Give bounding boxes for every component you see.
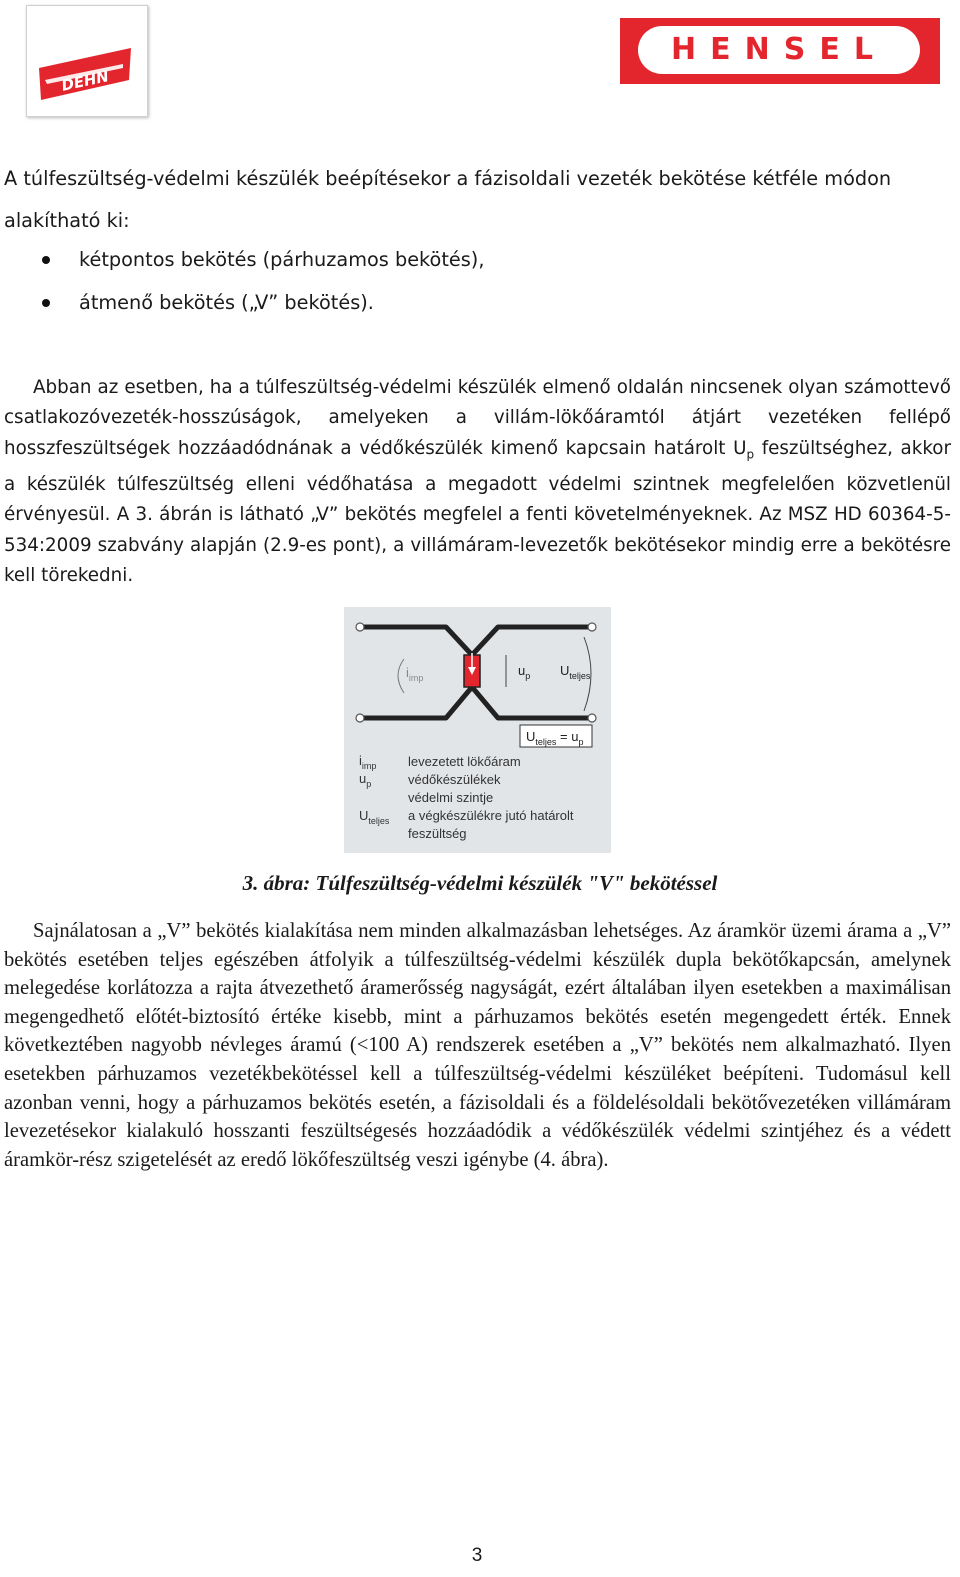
wire-top-left [362, 627, 472, 655]
legend-key-up: $u_p$ [359, 771, 372, 789]
terminal-icon [356, 623, 364, 631]
subscript: p [746, 447, 755, 462]
connection-types-list [0, 238, 950, 324]
up-label: $u_p$ [518, 663, 531, 681]
legend-key-uteljes: $U_{teljes}$ [359, 808, 390, 826]
list-item-text: átmenő bekötés („V” bekötés). [79, 291, 374, 314]
legend-up-desc-2: védelmi szintje [408, 790, 494, 805]
terminal-icon [588, 714, 596, 722]
equation-text: $U_{teljes} = u_p$ [526, 729, 584, 747]
legend-uteljes-desc-2: feszültség [408, 826, 467, 841]
dehn-logo-text: DEHN [59, 67, 111, 95]
paragraph-text: Abban az esetben, ha a túlfeszültség-védelmi készülék elmenő oldalán nincsenek olyan számottevő csatlakozóvezeték-hosszúságok, amelyeken a villám-lökőáramtól átjárt vezetéken fellépő hosszfeszültségek hozzáadódnának a védőkészülék kimenő kapcsain határolt U [4, 377, 951, 459]
legend-up-desc-1: védőkészülékek [408, 772, 501, 787]
bullet-icon [42, 256, 50, 264]
legend-key-iimp: $i_{imp}$ [359, 753, 377, 771]
wire-bottom-left [362, 687, 472, 718]
iimp-arrow-icon [398, 659, 404, 693]
terminal-icon [356, 714, 364, 722]
v-connection-paragraph [4, 373, 951, 592]
uteljes-label: $U_{teljes}$ [560, 663, 591, 681]
list-item [0, 281, 950, 324]
legend-iimp-desc: levezetett lökőáram [408, 754, 521, 769]
diagram-svg [344, 607, 611, 853]
list-item [0, 238, 950, 281]
dehn-logo [26, 5, 148, 117]
terminal-icon [588, 623, 596, 631]
iimp-label: $i_{imp}$ [406, 665, 424, 683]
dehn-logo-mark [27, 6, 147, 116]
intro-paragraph: A túlfeszültség-védelmi készülék beépítésekor a fázisoldali vezeték bekötése kétféle módon alakítható ki: [4, 167, 892, 232]
parallel-connection-paragraph: Sajnálatosan a „V” bekötés kialakítása nem minden alkalmazásban lehetséges. Az áramkör üzemi árama a „V” bekötés esetében teljes egészében átfolyik a túlfeszültség-védelmi készülék dupla bekötőkapcsán, amelynek melegedése korlátozza a rajta átvezethető áramerősség nagyságát, ezért általában ilyen esetekben a maximálisan megengedhető előtét-biztosító értéke kisebb, mint a párhuzamos bekötés esetén megengedett érték. Ennek következtében nagyobb névleges áramú (<100 A) rendszerek esetében a „V” bekötés nem alkalmazható. Ilyen esetekben párhuzamos vezetékbekötéssel kell a túlfeszültség-védelmi készüléket beépíteni. Tudomásul kell azonban venni, hogy a párhuzamos bekötés esetén, a fázisoldali és a földelésoldali bekötővezetéken villámáram levezetésekor kialakuló hosszanti feszültségesés hozzáadódik a védőkészülék védelmi szintjéhez és a védett áramkör-rész szigetelését az eredő lökőfeszültség veszi igénybe (4. ábra). [4, 920, 951, 1171]
hensel-logo-inner [638, 26, 920, 74]
paragraph-text: feszültséghez, akkor a készülék túlfeszültség elleni védőhatása a megadott védelmi szintnek megfelelően közvetlenül érvényesül. A 3. ábrán is látható „V” bekötés megfelel a fenti követelményeknek. Az MSZ HD 60364-5-534:2009 szabvány alapján (2.9-es pont), a villámáram-levezetők bekötésekor mindig erre a bekötésre kell törekedni. [4, 437, 951, 587]
diagram-legend [359, 753, 574, 841]
legend-uteljes-desc-1: a végkészülékre jutó határolt [408, 808, 574, 823]
page-number: 3 [471, 1545, 483, 1566]
list-item-text: kétpontos bekötés (párhuzamos bekötés), [79, 248, 485, 271]
v-connection-diagram [344, 607, 611, 853]
wire-top-right [472, 627, 590, 655]
bullet-icon [42, 299, 50, 307]
figure-caption: 3. ábra: Túlfeszültség-védelmi készülék "V" bekötéssel [242, 871, 718, 895]
wire-bottom-right [472, 687, 590, 718]
hensel-logo-text: HENSEL [671, 32, 887, 67]
hensel-logo [620, 18, 940, 84]
